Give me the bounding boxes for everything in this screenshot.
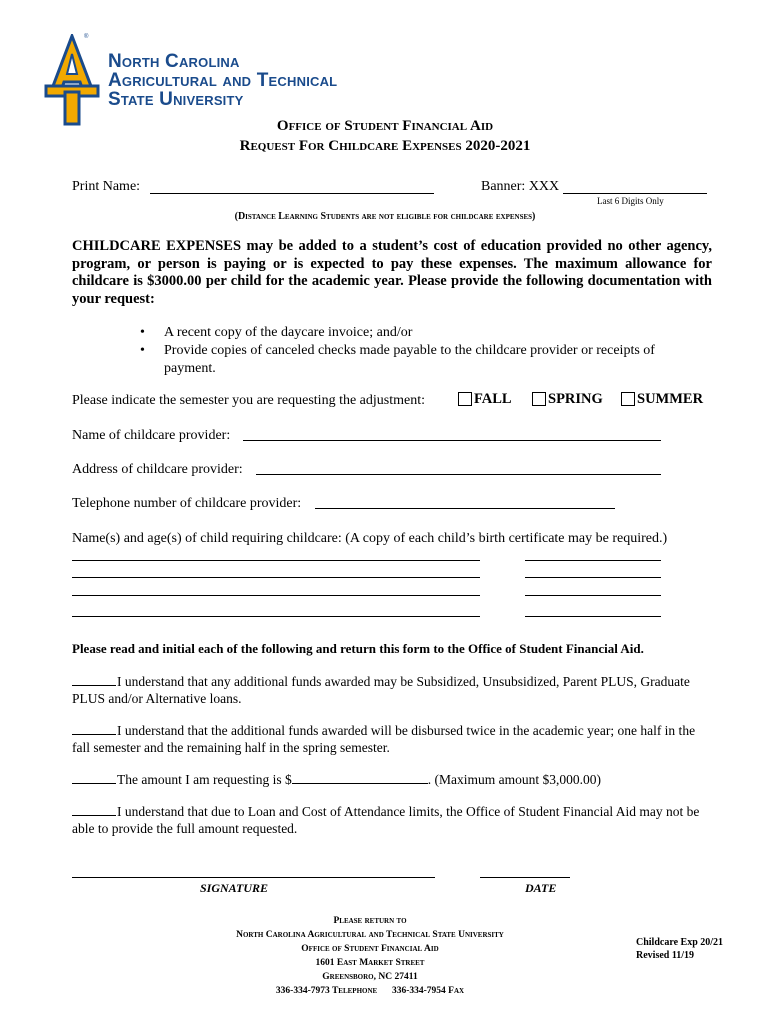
child-name-field[interactable]	[72, 595, 480, 596]
footer-university: North Carolina Agricultural and Technical State University	[236, 930, 504, 940]
acknowledgement-item	[72, 673, 712, 707]
fall-checkbox[interactable]	[458, 392, 472, 406]
form-title	[0, 138, 770, 155]
acknowledgement-text: I understand that any additional funds awarded may be Subsidized, Unsubsidized, Parent PLUS, Graduate PLUS and/or Alternative loans.	[72, 674, 690, 706]
university-name-line3: State University	[108, 89, 244, 110]
footer-telephone: 336-334-7973 Telephone	[275, 986, 378, 996]
provider-phone-label: Telephone number of childcare provider:	[72, 496, 302, 511]
provider-address-field[interactable]	[256, 474, 661, 475]
date-field[interactable]	[480, 877, 570, 878]
initials-field[interactable]	[72, 722, 116, 735]
office-title: Office of Student Financial Aid	[276, 118, 494, 134]
university-name-line1: North Carolina	[108, 51, 240, 72]
distance-learning-note: (Distance Learning Students are not eligible for childcare expenses)	[234, 211, 536, 222]
provider-phone-field[interactable]	[315, 508, 615, 509]
university-name-line2: Agricultural and Technical	[108, 70, 338, 91]
banner-hint: Last 6 Digits Only	[597, 196, 664, 206]
footer-street: 1601 East Market Street	[315, 958, 425, 968]
spring-checkbox[interactable]	[532, 392, 546, 406]
child-age-field[interactable]	[525, 616, 661, 617]
aggie-logo-icon	[44, 34, 100, 126]
acknowledgement-item	[72, 771, 712, 788]
signature-label: SIGNATURE	[200, 881, 269, 895]
return-to-label: Please return to	[333, 916, 407, 926]
initials-field[interactable]	[72, 771, 116, 784]
acknowledgement-item	[72, 803, 712, 837]
fall-option-label: FALL	[474, 391, 512, 407]
semester-label: Please indicate the semester you are requesting the adjustment:	[72, 393, 425, 408]
signature-field[interactable]	[72, 877, 435, 878]
date-label: DATE	[525, 881, 557, 895]
acknowledgement-text: The amount I am requesting is $	[117, 772, 292, 787]
acknowledgement-item	[72, 722, 712, 756]
documentation-list	[140, 324, 710, 378]
summer-option-label: SUMMER	[637, 391, 704, 407]
spring-option-label: SPRING	[548, 391, 603, 407]
child-age-field[interactable]	[525, 560, 661, 561]
trademark-symbol: ®	[84, 34, 89, 40]
amount-requested-field[interactable]	[292, 771, 428, 784]
child-name-field[interactable]	[72, 616, 480, 617]
footer-office: Office of Student Financial Aid	[301, 944, 439, 954]
provider-name-field[interactable]	[243, 440, 661, 441]
form-title-text: Request For Childcare Expenses	[239, 138, 462, 154]
acknowledgement-text: I understand that due to Loan and Cost of Attendance limits, the Office of Student Financial Aid may not be able to provide the full amount requested.	[72, 804, 700, 836]
footer-city: Greensboro, NC 27411	[322, 972, 418, 982]
childcare-intro: CHILDCARE EXPENSES may be added to a student’s cost of education provided no other agency, program, or person is paying or is expected to pay these expenses. The maximum allowance for childcare is $3000.00 per child for the academic year. Please provide the following documentation with your request:	[72, 238, 712, 307]
maximum-amount-note: . (Maximum amount $3,000.00)	[427, 772, 601, 787]
acknowledgement-heading: Please read and initial each of the following and return this form to the Office of Student Financial Aid.	[72, 641, 644, 656]
initials-field[interactable]	[72, 673, 116, 686]
print-name-field[interactable]	[150, 193, 434, 194]
form-revision	[636, 936, 723, 962]
documentation-item: • A recent copy of the daycare invoice; and/or	[140, 324, 710, 342]
child-name-field[interactable]	[72, 577, 480, 578]
provider-address-label: Address of childcare provider:	[72, 462, 243, 477]
return-address	[200, 914, 540, 998]
form-code: Childcare Exp 20/21	[636, 937, 724, 948]
provider-name-label: Name of childcare provider:	[72, 428, 231, 443]
acknowledgement-text: I understand that the additional funds awarded will be disbursed twice in the academic year; one half in the fall semester and the remaining half in the spring semester.	[72, 723, 696, 755]
form-title-year: 2020-2021	[465, 138, 531, 154]
child-age-field[interactable]	[525, 577, 661, 578]
child-name-field[interactable]	[72, 560, 480, 561]
child-age-field[interactable]	[525, 595, 661, 596]
revision-date: Revised 11/19	[636, 950, 695, 961]
footer-fax: 336-334-7954 Fax	[391, 986, 465, 996]
children-label: Name(s) and age(s) of child requiring childcare: (A copy of each child’s birth certificate may be required.)	[72, 531, 668, 546]
footer-contact	[200, 984, 540, 998]
banner-label: Banner: XXX	[481, 179, 560, 194]
documentation-item: • Provide copies of canceled checks made payable to the childcare provider or receipts of payment.	[140, 342, 710, 378]
initials-field[interactable]	[72, 803, 116, 816]
summer-checkbox[interactable]	[621, 392, 635, 406]
print-name-label: Print Name:	[72, 179, 141, 194]
banner-id-field[interactable]	[563, 193, 707, 194]
